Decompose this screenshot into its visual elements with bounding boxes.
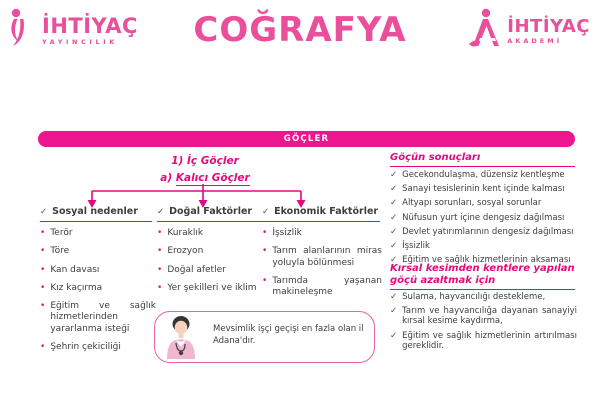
- tree-level1-label: [145, 155, 265, 167]
- reduction-section-title: Kırsal kesimden kentlere yapılan göçü azaltmak için: [390, 263, 575, 290]
- academy-logo-name: İHTİYAÇ: [507, 15, 590, 37]
- economic-factors-list: [262, 228, 382, 305]
- bullet-icon: •: [40, 264, 46, 275]
- check-icon: ✓: [390, 292, 398, 302]
- check-icon: ✓: [390, 184, 398, 195]
- check-icon: ✓: [390, 212, 398, 223]
- list-item: • Yer şekilleri ve iklim: [157, 282, 257, 293]
- topic-banner: [38, 131, 575, 147]
- bullet-icon: •: [157, 282, 163, 293]
- bullet-icon: •: [157, 246, 163, 257]
- check-icon: ✓: [390, 198, 398, 209]
- list-item: ✓ Eğitim ve sağlık hizmetlerinin artırılması gereklidir.: [390, 330, 577, 351]
- list-item: • Töre: [40, 246, 70, 257]
- column-header-economic-label: Ekonomik Faktörler: [274, 206, 379, 217]
- check-icon: ✓: [157, 207, 165, 217]
- tree-level2-text: Kalıcı Göçler: [175, 172, 250, 184]
- tree-level1-text: İç Göçler: [187, 155, 239, 167]
- bullet-icon: •: [157, 228, 163, 238]
- list-item: ✓ Sulama, hayvancılığı destekleme,: [390, 292, 546, 302]
- list-item: • Şehrin çekiciliği: [40, 341, 121, 352]
- list-item: ✓ Gecekondulaşma, düzensiz kentleşme: [390, 170, 565, 180]
- list-item: • İşsizlik: [262, 228, 302, 238]
- publisher-logo-name: İHTİYAÇ: [42, 14, 138, 39]
- bullet-icon: •: [40, 301, 46, 311]
- academy-logo: [465, 8, 590, 54]
- academy-logo-subtitle: AKADEMİ: [507, 36, 563, 45]
- list-item: • Kuraklık: [157, 228, 204, 238]
- check-icon: ✓: [390, 330, 398, 341]
- note-text: Mevsimlik işçi geçişi en fazla olan il Adana'dır.: [213, 324, 364, 347]
- column-header-social: [40, 206, 152, 222]
- bullet-icon: •: [157, 264, 163, 275]
- list-item: ✓ Devlet yatırımlarının dengesiz dağılması: [390, 226, 574, 237]
- bullet-icon: •: [40, 246, 46, 257]
- check-icon: ✓: [390, 170, 398, 180]
- list-item: • Terör: [40, 228, 73, 238]
- tree-level2-prefix: a): [160, 172, 173, 184]
- bullet-icon: •: [262, 246, 268, 257]
- column-header-natural: [157, 206, 269, 222]
- list-item: • Kan davası: [40, 264, 100, 275]
- list-item: • Eğitim ve sağlık hizmetlerinden yararlanma isteği: [40, 301, 156, 334]
- bullet-icon: •: [262, 228, 268, 238]
- check-icon: ✓: [390, 306, 398, 317]
- note-callout: [154, 311, 375, 363]
- check-icon: ✓: [390, 226, 398, 237]
- column-header-social-label: Sosyal nedenler: [52, 206, 138, 217]
- list-item: ✓ İşsizlik: [390, 240, 430, 251]
- column-header-natural-label: Doğal Faktörler: [169, 206, 253, 217]
- bullet-icon: •: [40, 228, 46, 238]
- list-item: • Tarım alanlarının miras yoluyla bölünmesi: [262, 246, 382, 268]
- list-item: ✓ Eğitim ve sağlık hizmetlerinin aksaması: [390, 255, 571, 266]
- column-header-economic: [262, 206, 380, 222]
- list-item: ✓ Tarım ve hayvancılığa dayanan sanayiyi kırsal kesime kaydırma,: [390, 306, 577, 327]
- list-item: • Tarımda yaşanan makineleşme: [262, 275, 382, 297]
- topic-banner-label: GÖÇLER: [283, 134, 330, 144]
- bullet-icon: •: [262, 275, 268, 286]
- results-list: [390, 170, 577, 269]
- tree-level2-label: [145, 172, 265, 184]
- list-item: • Doğal afetler: [157, 264, 226, 275]
- list-item: ✓ Altyapı sorunları, sosyal sorunlar: [390, 198, 542, 209]
- check-icon: ✓: [390, 255, 398, 266]
- page-title: COĞRAFYA: [193, 10, 407, 50]
- list-item: • Kız kaçırma: [40, 282, 103, 293]
- list-item: ✓ Sanayi tesislerinin kent içinde kalması: [390, 184, 565, 195]
- doctor-icon: [164, 315, 198, 363]
- natural-factors-list: [157, 228, 275, 301]
- academy-logo-icon: [465, 8, 503, 54]
- check-icon: ✓: [390, 240, 398, 251]
- results-section-title: Göçün sonuçları: [390, 152, 575, 167]
- list-item: • Erozyon: [157, 246, 204, 257]
- bullet-icon: •: [40, 282, 46, 293]
- check-icon: ✓: [40, 207, 48, 217]
- check-icon: ✓: [262, 207, 270, 217]
- bullet-icon: •: [40, 341, 46, 352]
- publisher-logo-subtitle: YAYINCILIK: [42, 38, 118, 47]
- reduction-list: [390, 292, 577, 355]
- list-item: ✓ Nüfusun yurt içine dengesiz dağılması: [390, 212, 565, 223]
- tree-level1-prefix: 1): [171, 155, 184, 167]
- social-causes-list: [40, 228, 156, 360]
